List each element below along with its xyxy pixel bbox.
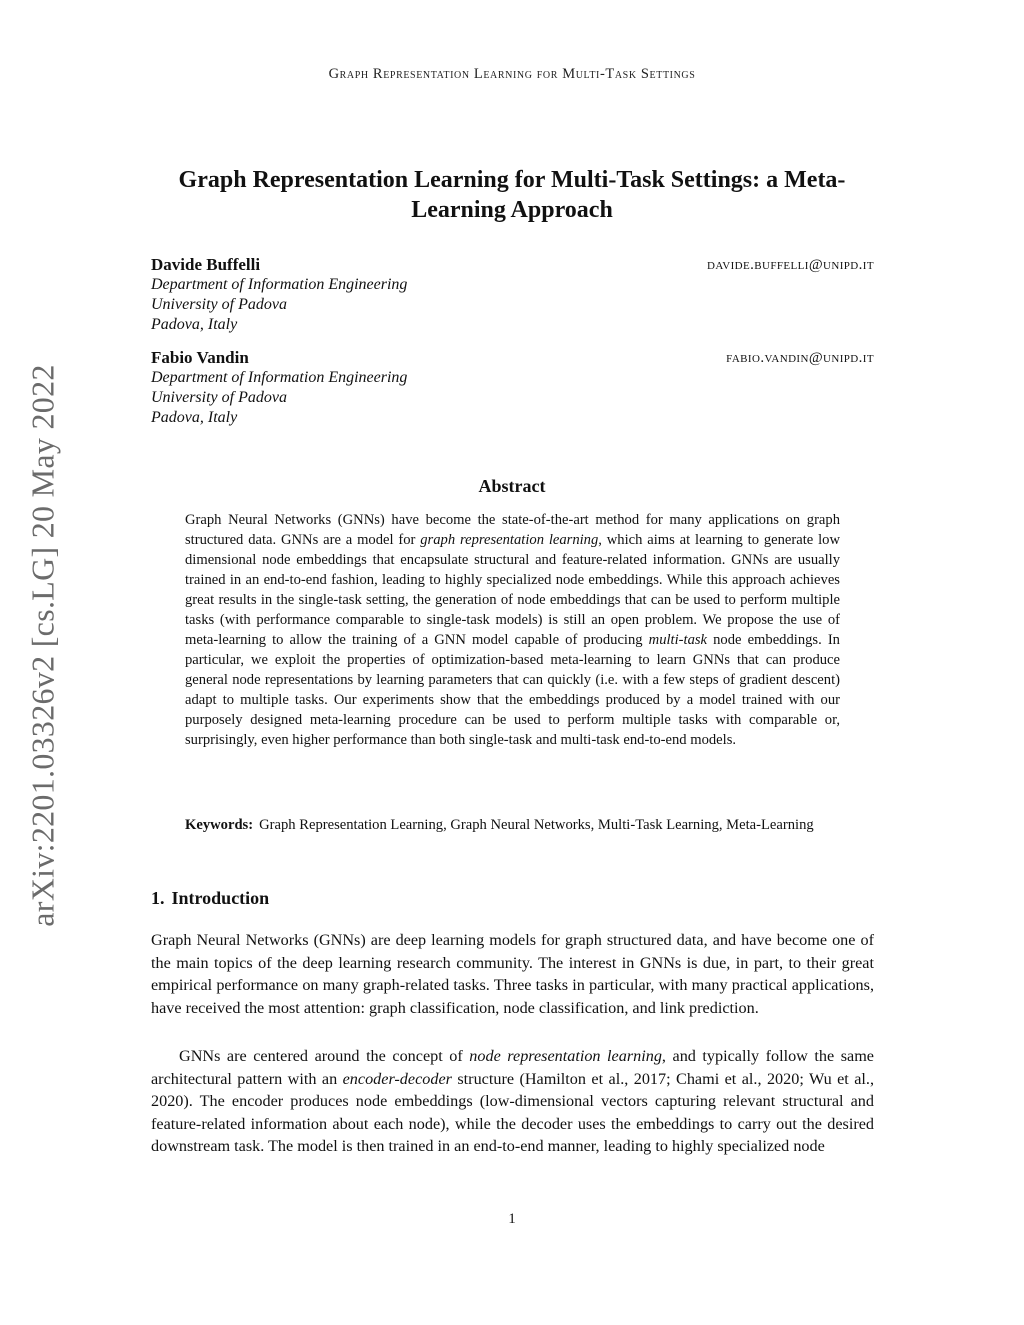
abstract-emphasis: multi-task xyxy=(648,632,708,648)
section-title: Introduction xyxy=(171,888,270,908)
keywords-label: Keywords: xyxy=(185,817,254,833)
author-location: Padova, Italy xyxy=(151,316,238,333)
author-location: Padova, Italy xyxy=(151,409,238,426)
paragraph-segment: structure (Hamilton et al., 2017; Chami et al., 2020; Wu et al., 2020). The encoder produces node embeddings (low-dimensional vectors capturing relevant structural and feature-related information about each node), while the decoder uses the embeddings to carry out the desired downstream task. The model is then trained in an end-to-end manner, leading to highly specialized node xyxy=(151,1069,874,1156)
paragraph-emphasis: encoder-decoder xyxy=(342,1069,452,1088)
author-name: Fabio Vandin xyxy=(151,348,249,367)
abstract-segment: , which aims at learning to generate low dimensional node embeddings that encapsulate structural and feature-related information. GNNs are usually trained in an end-to-end fashion, leading to highly specialized node embeddings. While this approach achieves great results in the single-task setting, the generation of node embeddings that can be used to perform multiple tasks (with performance comparable to single-task models) is still an open problem. We propose the use of meta-learning to allow the training of a GNN model capable of producing xyxy=(185,532,841,648)
author-block-1 xyxy=(151,255,874,335)
abstract-heading: Abstract xyxy=(478,476,546,496)
section-heading xyxy=(151,888,269,909)
author-department: Department of Information Engineering xyxy=(151,369,408,386)
author-university: University of Padova xyxy=(151,296,287,313)
abstract-segment: Graph Neural Networks (GNNs) have become the state-of-the-art method for many applications on graph structured data. GNNs are a model for xyxy=(185,512,840,548)
author-name: Davide Buffelli xyxy=(151,255,261,274)
keywords xyxy=(185,815,840,835)
intro-paragraph-1: Graph Neural Networks (GNNs) are deep learning models for graph structured data, and have become one of the main topics of the deep learning research community. The interest in GNNs is due, in part, to their great empirical performance on many graph-related tasks. Three tasks in particular, with many practical applications, have received the most attention: graph classification, node classification, and link prediction. xyxy=(151,931,874,1017)
paragraph-segment: GNNs are centered around the concept of xyxy=(179,1047,470,1065)
arxiv-stamp xyxy=(20,345,66,945)
abstract-emphasis: graph representation learning xyxy=(420,532,599,548)
paragraph-segment: , and typically follow the same architectural pattern with an xyxy=(151,1047,874,1088)
abstract-segment: node embeddings. In particular, we exploit the properties of optimization-based meta-learning to learn GNNs that can produce general node representations by learning parameters that can quickly (i.e. with a few steps of gradient descent) adapt to multiple tasks. Our experiments show that the embeddings produced by a model trained with our purposely designed meta-learning procedure can be used to perform multiple tasks with comparable or, surprisingly, even higher performance than both single-task and multi-task end-to-end models. xyxy=(185,632,840,748)
author-department: Department of Information Engineering xyxy=(151,276,408,293)
author-email[interactable]: davide.buffelli@unipd.it xyxy=(707,257,874,273)
running-head: Graph Representation Learning for Multi-Task Settings xyxy=(328,66,696,82)
intro-paragraph-2 xyxy=(151,1045,874,1158)
paper-title: Graph Representation Learning for Multi-Task Settings: a Meta-Learning Approach xyxy=(178,167,846,223)
author-email[interactable]: fabio.vandin@unipd.it xyxy=(726,350,874,366)
keywords-text: Graph Representation Learning, Graph Neural Networks, Multi-Task Learning, Meta-Learning xyxy=(259,817,814,833)
author-university: University of Padova xyxy=(151,389,287,406)
paragraph-emphasis: node representation learning xyxy=(469,1047,662,1065)
arxiv-stamp-text: arXiv:2201.03326v2 [cs.LG] 20 May 2022 xyxy=(24,363,61,927)
page-number: 1 xyxy=(508,1211,516,1227)
abstract-text xyxy=(185,510,840,750)
author-block-2 xyxy=(151,348,874,428)
section-number: 1. xyxy=(151,888,165,908)
